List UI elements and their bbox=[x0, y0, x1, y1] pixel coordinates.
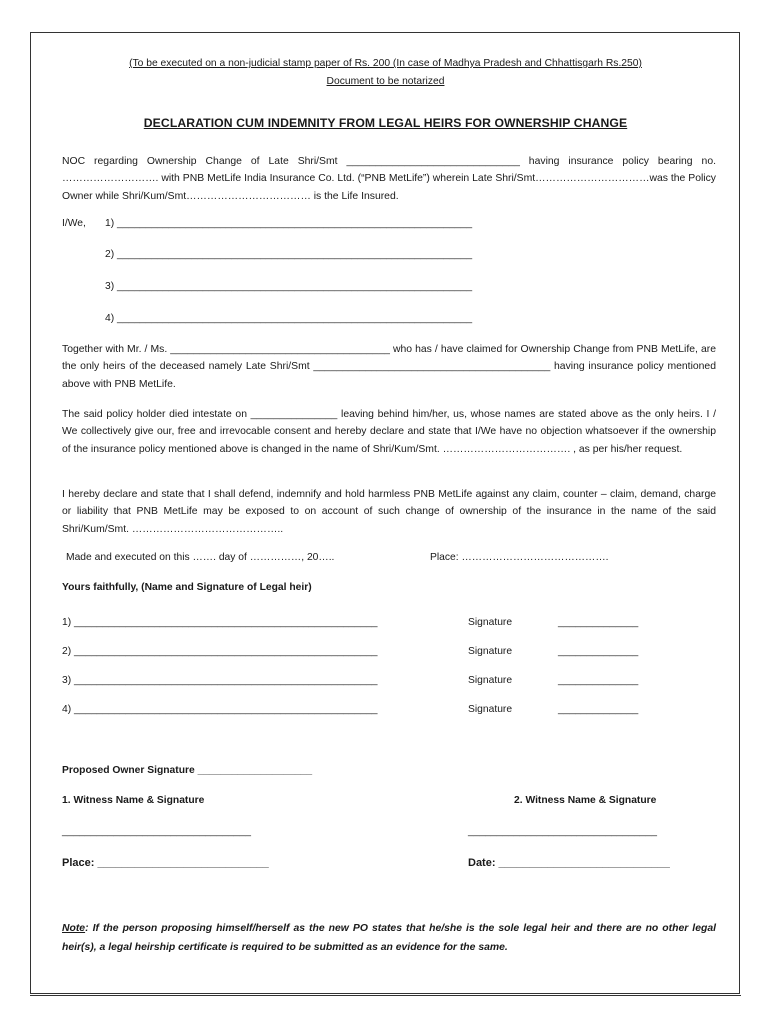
place-line: Place: ____________________________ bbox=[62, 857, 269, 869]
signature-label-1: Signature bbox=[468, 617, 513, 628]
witness-2-label: 2. Witness Name & Signature bbox=[514, 795, 657, 806]
page-border-bottom-double bbox=[30, 995, 741, 996]
legal-heir-name-line-4: 4) _____________________________________________________ bbox=[62, 704, 378, 715]
note-text: : If the person proposing himself/herself as the new PO states that he/she is the sole legal heir and there are no other legal heir(s), a legal heirship certificate is required to be submitted as an evidence for the same. bbox=[62, 923, 716, 953]
heirs-prefix: I/We, bbox=[62, 218, 86, 229]
signature-label-2: Signature bbox=[468, 646, 513, 657]
made-executed-line: Made and executed on this ……. day of ……………, 20….. bbox=[66, 552, 335, 563]
document-title: DECLARATION CUM INDEMNITY FROM LEGAL HEIRS FOR OWNERSHIP CHANGE bbox=[143, 116, 628, 130]
signature-line-1: ______________ bbox=[558, 617, 639, 628]
together-paragraph: Together with Mr. / Ms. ______________________________________ who has / have claimed for Ownership Change from PNB MetLife, are the only heirs of the deceased namely Late Shri/Smt _________________________________________ having insurance policy mentioned above with PNB MetLife. bbox=[62, 344, 716, 390]
witness-1-label: 1. Witness Name & Signature bbox=[62, 795, 205, 806]
proposed-owner-signature: Proposed Owner Signature ____________________ bbox=[62, 765, 313, 776]
heir-line-3: 3) ______________________________________________________________ bbox=[105, 281, 473, 292]
intestate-paragraph: The said policy holder died intestate on _______________ leaving behind him/her, us, whose names are stated above as the only heirs. I / We collectively give our, free and irrevocable consent and hereby declare and state that I/We have no objection whatsoever if the ownership of the insurance policy mentioned above is changed in the name of Shri/Kum/Smt. ………………………………. , as per his/her request. bbox=[62, 409, 716, 455]
date-line: Date: ____________________________ bbox=[468, 857, 670, 869]
execution-place-line: Place: ……………………………………. bbox=[430, 552, 609, 563]
note-label: Note bbox=[62, 923, 86, 934]
yours-faithfully: Yours faithfully, (Name and Signature of Legal heir) bbox=[62, 582, 312, 593]
note-paragraph bbox=[62, 919, 716, 957]
witness-1-line: _________________________________ bbox=[62, 826, 251, 837]
legal-heir-name-line-2: 2) _____________________________________________________ bbox=[62, 646, 378, 657]
heir-line-1: 1) ______________________________________________________________ bbox=[105, 218, 473, 229]
notarize-note: Document to be notarized bbox=[326, 76, 445, 87]
signature-line-3: ______________ bbox=[558, 675, 639, 686]
noc-paragraph: NOC regarding Ownership Change of Late Shri/Smt ______________________________ having insurance policy bearing no. ………………………. with PNB MetLife India Insurance Co. Ltd. (“PNB MetLife”) wherein Late Shri/Smt……………………………was the Policy Owner while Shri/Kum/Smt……………………………… is the Life Insured. bbox=[62, 156, 716, 202]
legal-heir-name-line-1: 1) _____________________________________________________ bbox=[62, 617, 378, 628]
indemnity-paragraph: I hereby declare and state that I shall defend, indemnify and hold harmless PNB MetLife against any claim, counter – claim, demand, charge or liability that PNB MetLife may be exposed to on account of such change of ownership of the insurance in the name of the said Shri/Kum/Smt. …………………………………….. bbox=[62, 489, 716, 535]
heir-line-2: 2) ______________________________________________________________ bbox=[105, 249, 473, 260]
legal-heir-name-line-3: 3) _____________________________________________________ bbox=[62, 675, 378, 686]
signature-line-2: ______________ bbox=[558, 646, 639, 657]
heir-line-4: 4) ______________________________________________________________ bbox=[105, 313, 473, 324]
signature-label-4: Signature bbox=[468, 704, 513, 715]
signature-line-4: ______________ bbox=[558, 704, 639, 715]
witness-2-line: _________________________________ bbox=[468, 826, 657, 837]
signature-label-3: Signature bbox=[468, 675, 513, 686]
stamp-paper-note: (To be executed on a non-judicial stamp paper of Rs. 200 (In case of Madhya Pradesh and Chhattisgarh Rs.250) bbox=[129, 58, 642, 69]
